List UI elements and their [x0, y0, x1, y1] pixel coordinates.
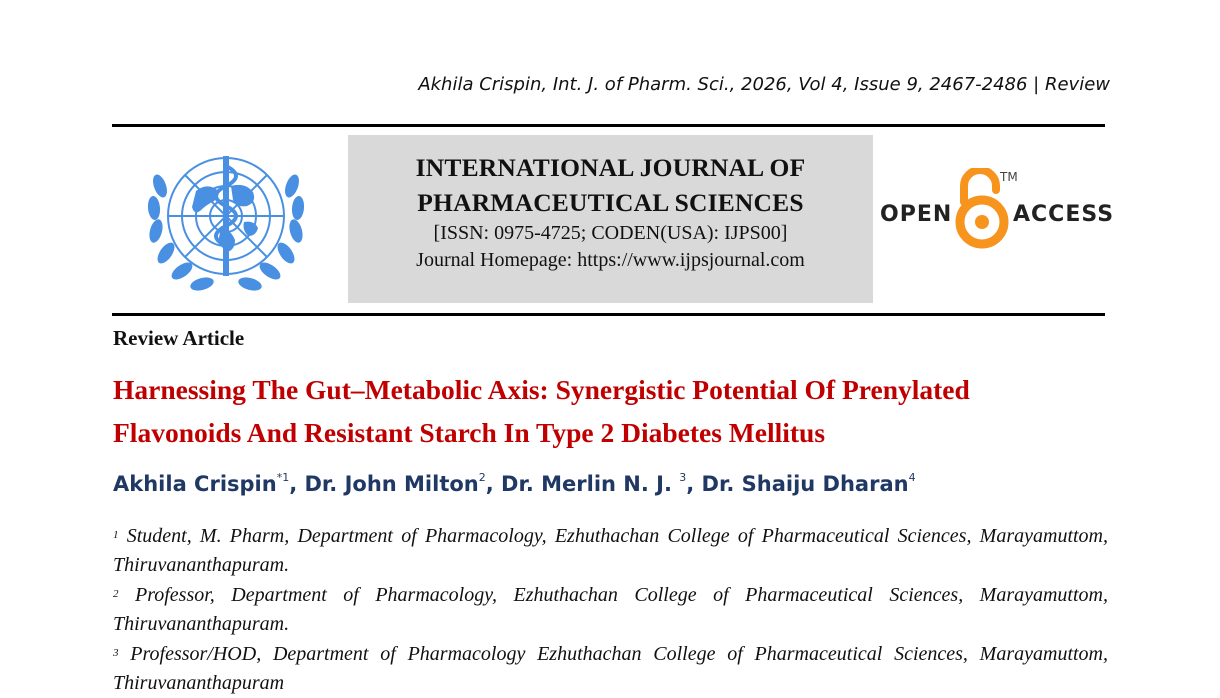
author-separator: ,: [485, 472, 502, 496]
author-name[interactable]: Akhila Crispin: [113, 472, 277, 496]
article-title-line2: Flavonoids And Resistant Starch In Type 2 Diabetes Mellitus: [113, 417, 826, 448]
author-affiliation-mark: 3: [679, 471, 687, 484]
affiliation-2: [113, 581, 1108, 639]
journal-homepage[interactable]: Journal Homepage: https://www.ijpsjournal.com: [416, 249, 805, 271]
affiliation-1: [113, 522, 1108, 580]
author-list: [113, 472, 916, 496]
journal-name: [348, 150, 873, 220]
affiliation-text: Professor, Department of Pharmacology, Ezhuthachan College of Pharmaceutical Sciences, Marayamuttom, Thiruvananthapuram.: [113, 584, 1108, 635]
affiliation-text: Student, M. Pharm, Department of Pharmacology, Ezhuthachan College of Pharmaceutical Sciences, Marayamuttom, Thiruvananthapuram.: [113, 525, 1108, 576]
author-affiliation-mark: *1: [276, 471, 290, 484]
author-affiliation-mark: 2: [478, 471, 486, 484]
article-type: Review Article: [113, 326, 245, 350]
open-access-access-text: ACCESS: [1013, 202, 1115, 227]
author-affiliation-mark: 4: [908, 471, 916, 484]
article-title-line1: Harnessing The Gut–Metabolic Axis: Synergistic Potential Of Prenylated: [113, 374, 970, 405]
journal-name-line2: PHARMACEUTICAL SCIENCES: [417, 188, 804, 217]
affiliation-3: [113, 640, 1108, 698]
author-separator: ,: [686, 472, 702, 496]
journal-issn: [ISSN: 0975-4725; CODEN(USA): IJPS00]: [433, 222, 788, 244]
journal-emblem-logo: [126, 136, 326, 306]
article-title: [113, 368, 1113, 454]
affiliation-number: 1: [113, 529, 119, 541]
open-access-logo: [880, 168, 1115, 253]
journal-name-line1: INTERNATIONAL JOURNAL OF: [415, 153, 806, 182]
author-name[interactable]: Dr. Merlin N. J.: [501, 472, 680, 496]
open-access-open-text: OPEN: [880, 202, 953, 227]
affiliation-number: 3: [113, 647, 119, 659]
journal-masthead: [348, 135, 873, 303]
trademark-mark: TM: [1000, 170, 1018, 184]
affiliation-number: 2: [113, 588, 119, 600]
bottom-rule: [112, 313, 1105, 316]
citation-line: Akhila Crispin, Int. J. of Pharm. Sci., 2026, Vol 4, Issue 9, 2467-2486 | Review: [418, 74, 1110, 95]
affiliation-text: Professor/HOD, Department of Pharmacology Ezhuthachan College of Pharmaceutical Sciences, Marayamuttom, Thiruvananthapuram: [113, 643, 1108, 694]
author-name[interactable]: Dr. Shaiju Dharan: [701, 472, 909, 496]
author-separator: ,: [289, 472, 305, 496]
top-rule: [112, 124, 1105, 127]
author-name[interactable]: Dr. John Milton: [304, 472, 479, 496]
